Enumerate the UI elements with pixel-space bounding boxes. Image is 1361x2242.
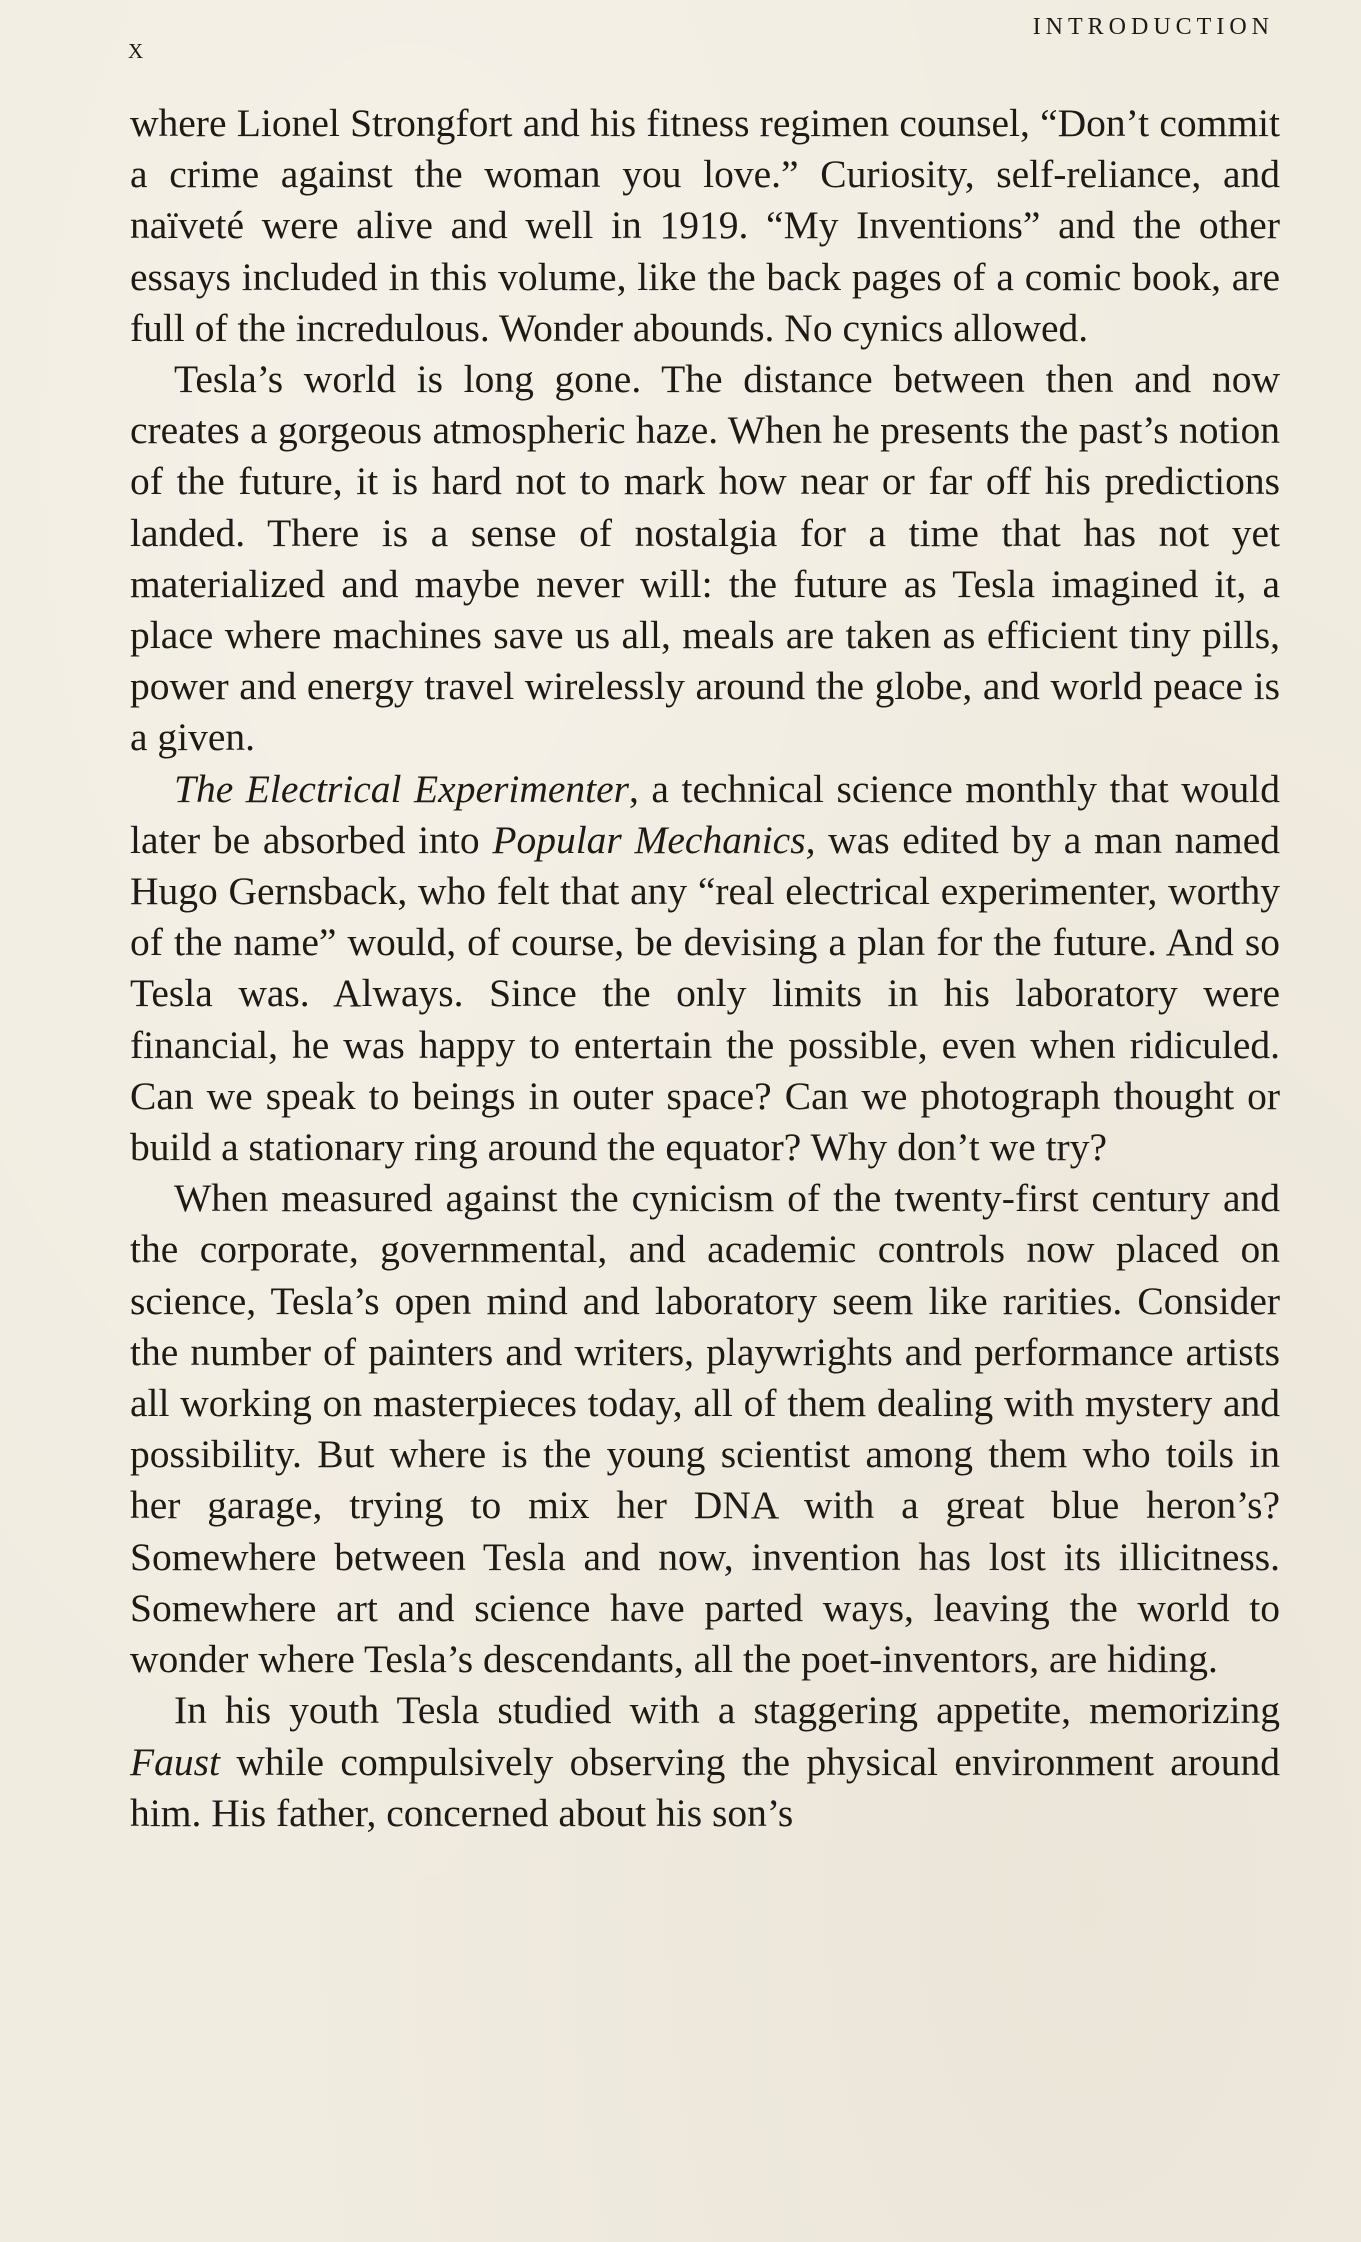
work-title: Faust xyxy=(130,1739,220,1784)
running-head: INTRODUCTION xyxy=(1032,14,1274,40)
paragraph-text: When measured against the cynicism of the twenty-first century and the corporate, governmental, and academic controls now placed on science, Tesla’s open mind and laboratory seem like rarities. Consider the number of painters and writers, playwrights and performance artists all working on masterpieces today, all of them dealing with mystery and possibility. But where is the young scientist among them who toils in her garage, trying to mix her DNA with a great blue heron’s? Somewhere between Tesla and now, invention has lost its illicitness. Somewhere art and science have parted ways, leaving the world to wonder where Tesla’s descendants, all the poet-inventors, are hiding. xyxy=(130,1176,1280,1682)
page-header xyxy=(128,14,1274,65)
paragraph-text: was edited by a man named Hugo Gernsback, who felt that any “real electrical experimenter, worthy of the name” would, of course, be devising a plan for the future. And so Tesla was. Always. Since the only limits in his laboratory were financial, he was happy to entertain the possible, even when ridiculed. Can we speak to beings in outer space? Can we photograph thought or build a stationary ring around the equator? Why don’t we try? xyxy=(130,817,1280,1170)
magazine-title: The Electrical Experimenter xyxy=(174,766,630,811)
paragraph xyxy=(130,764,1280,1174)
paragraph-text: , a technical science monthly that would later be absorbed into xyxy=(130,766,1280,862)
page-number: x xyxy=(128,32,145,65)
paragraph-text: while compulsively observing the physical environment around him. His father, concerned about his son’s xyxy=(130,1739,1280,1835)
body-text xyxy=(130,98,1280,1839)
paragraph xyxy=(130,1685,1280,1839)
paragraph-text: where Lionel Strongfort and his fitness regimen counsel, “Don’t commit a crime against the woman you love.” Curiosity, self-reliance, and naïveté were alive and well in 1919. “My Inventions” and the other essays included in this volume, like the back pages of a comic book, are full of the incredulous. Wonder abounds. No cynics allowed. xyxy=(130,101,1280,350)
paragraph xyxy=(130,354,1280,764)
paragraph xyxy=(130,98,1280,354)
paragraph-text: In his youth Tesla studied with a staggering appetite, memorizing xyxy=(174,1688,1280,1733)
magazine-title: Popular Mechanics, xyxy=(492,817,816,862)
paragraph xyxy=(130,1173,1280,1685)
paragraph-text: Tesla’s world is long gone. The distance between then and now creates a gorgeous atmospheric haze. When he presents the past’s notion of the future, it is hard not to mark how near or far off his predictions landed. There is a sense of nostalgia for a time that has not yet materialized and maybe never will: the future as Tesla imagined it, a place where machines save us all, meals are taken as efficient tiny pills, power and energy travel wirelessly around the globe, and world peace is a given. xyxy=(130,357,1280,760)
